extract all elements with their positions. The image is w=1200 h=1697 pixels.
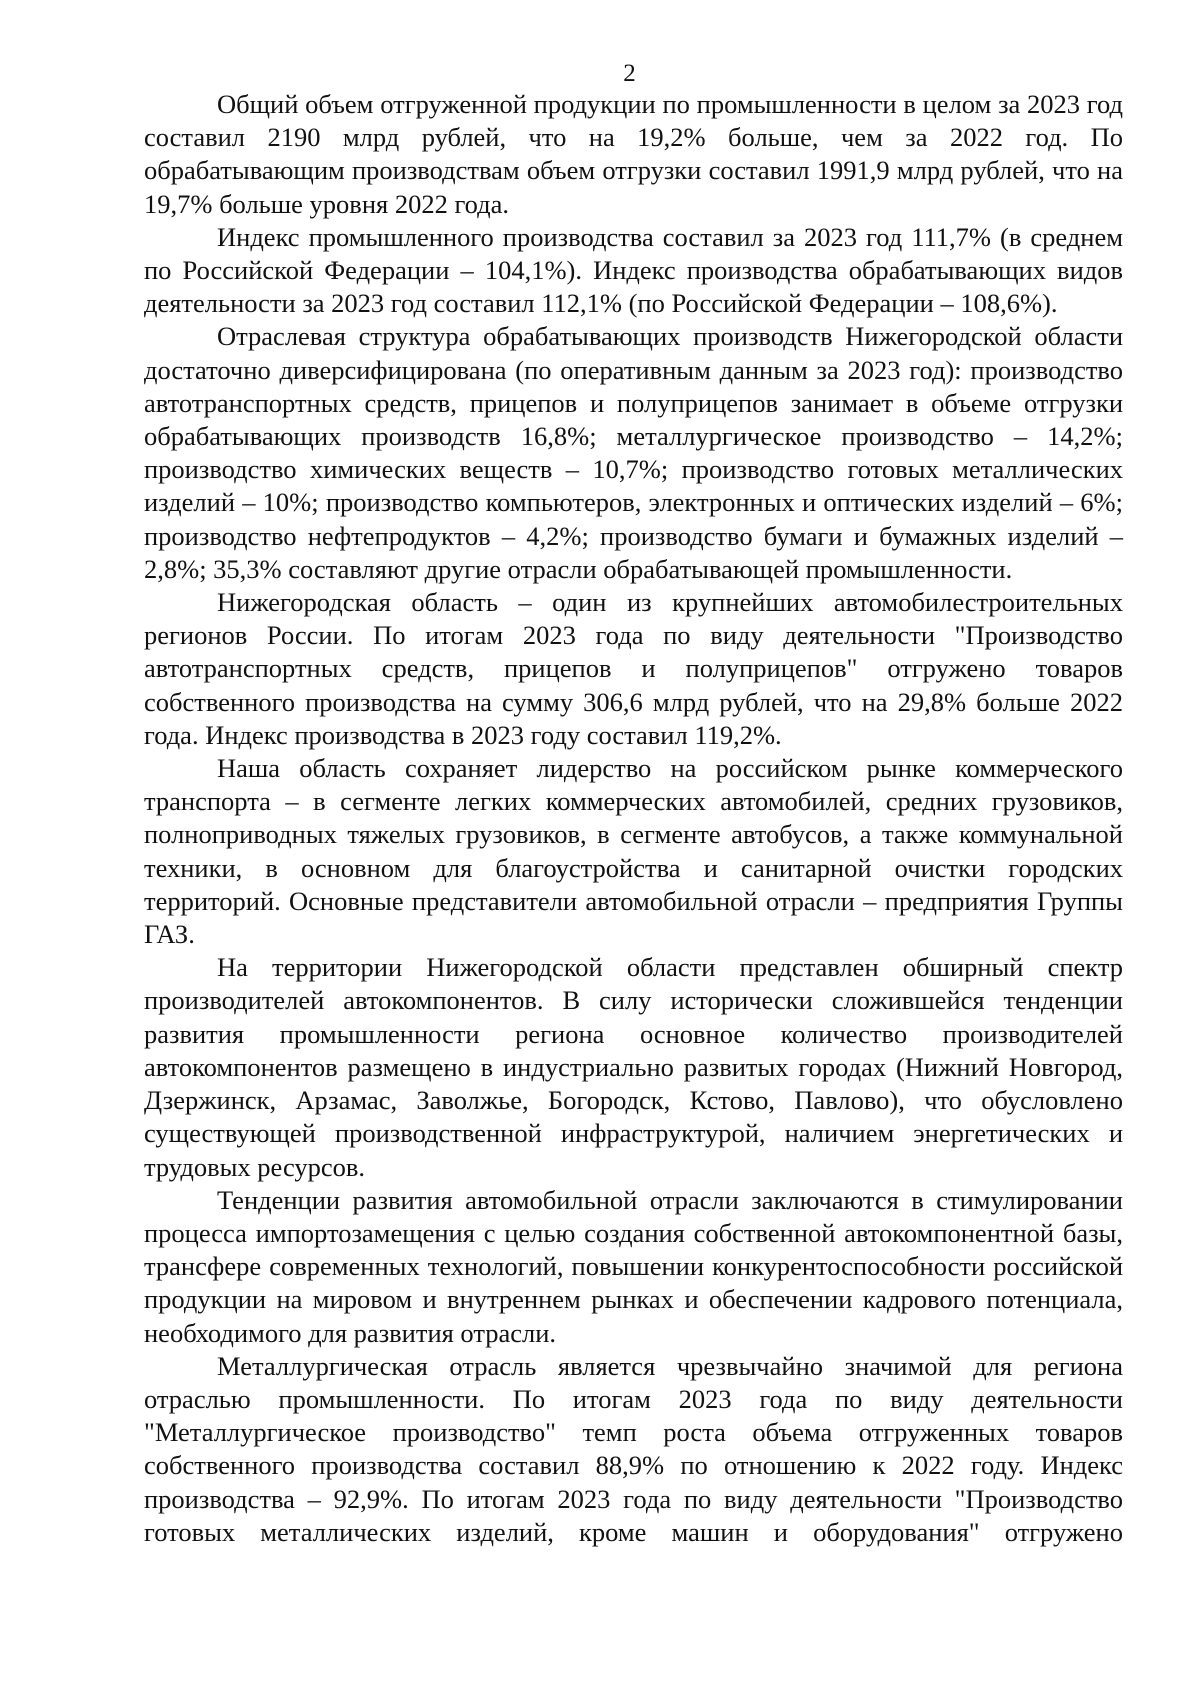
- paragraph-automotive-trends: Тенденции развития автомобильной отрасли заключаются в стимулировании процесса импортозамещения с целью создания собственной автокомпонентной базы, трансфере современных технологий, повышении конкурентоспособности российской продукции на мировом и внутреннем рынках и обеспечении кадрового потенциала, необходимого для развития отрасли.: [144, 1184, 1123, 1348]
- document-body: [144, 88, 1123, 1549]
- paragraph-sector-structure: Отраслевая структура обрабатывающих производств Нижегородской области достаточно диверсифицирована (по оперативным данным за 2023 год): производство автотранспортных средств, прицепов и полуприцепов занимает в объеме отгрузки обрабатывающих производств 16,8%; металлургическое производство – 14,2%; производство химических веществ – 10,7%; производство готовых металлических изделий – 10%; производство компьютеров, электронных и оптических изделий – 6%; производство нефтепродуктов – 4,2%; производство бумаги и бумажных изделий – 2,8%; 35,3% составляют другие отрасли обрабатывающей промышленности.: [144, 321, 1123, 584]
- page-number: 2: [623, 60, 636, 87]
- paragraph-commercial-transport: Наша область сохраняет лидерство на российском рынке коммерческого транспорта – в сегменте легких коммерческих автомобилей, средних грузовиков, полноприводных тяжелых грузовиков, в сегменте автобусов, а также коммунальной техники, в основном для благоустройства и санитарной очистки городских территорий. Основные представители автомобильной отрасли – предприятия Группы ГАЗ.: [144, 753, 1123, 950]
- paragraph-auto-components: На территории Нижегородской области представлен обширный спектр производителей автокомпонентов. В силу исторически сложившейся тенденции развития промышленности региона основное количество производителей автокомпонентов размещено в индустриально развитых городах (Нижний Новгород, Дзержинск, Арзамас, Заволжье, Богородск, Кстово, Павлово), что обусловлено существующей производственной инфраструктурой, наличием энергетических и трудовых ресурсов.: [144, 952, 1123, 1182]
- paragraph-production-index: Индекс промышленного производства составил за 2023 год 111,7% (в среднем по Российской Федерации – 104,1%). Индекс производства обрабатывающих видов деятельности за 2023 год составил 112,1% (по Российской Федерации – 108,6%).: [144, 221, 1123, 319]
- paragraph-metallurgy: Металлургическая отрасль является чрезвычайно значимой для региона отраслью промышленности. По итогам 2023 года по виду деятельности "Металлургическое производство" темп роста объема отгруженных товаров собственного производства составил 88,9% по отношению к 2022 году. Индекс производства – 92,9%. По итогам 2023 года по виду деятельности "Производство готовых металлических изделий, кроме машин и оборудования" отгружено: [144, 1350, 1123, 1547]
- paragraph-automotive-region: Нижегородская область – один из крупнейших автомобилестроительных регионов России. По итогам 2023 года по виду деятельности "Производство автотранспортных средств, прицепов и полуприцепов" отгружено товаров собственного производства на сумму 306,6 млрд рублей, что на 29,8% больше 2022 года. Индекс производства в 2023 году составил 119,2%.: [144, 587, 1123, 750]
- paragraph-industry-shipment: Общий объем отгруженной продукции по промышленности в целом за 2023 год составил 2190 млрд рублей, что на 19,2% больше, чем за 2022 год. По обрабатывающим производствам объем отгрузки составил 1991,9 млрд рублей, что на 19,7% больше уровня 2022 года.: [144, 89, 1123, 219]
